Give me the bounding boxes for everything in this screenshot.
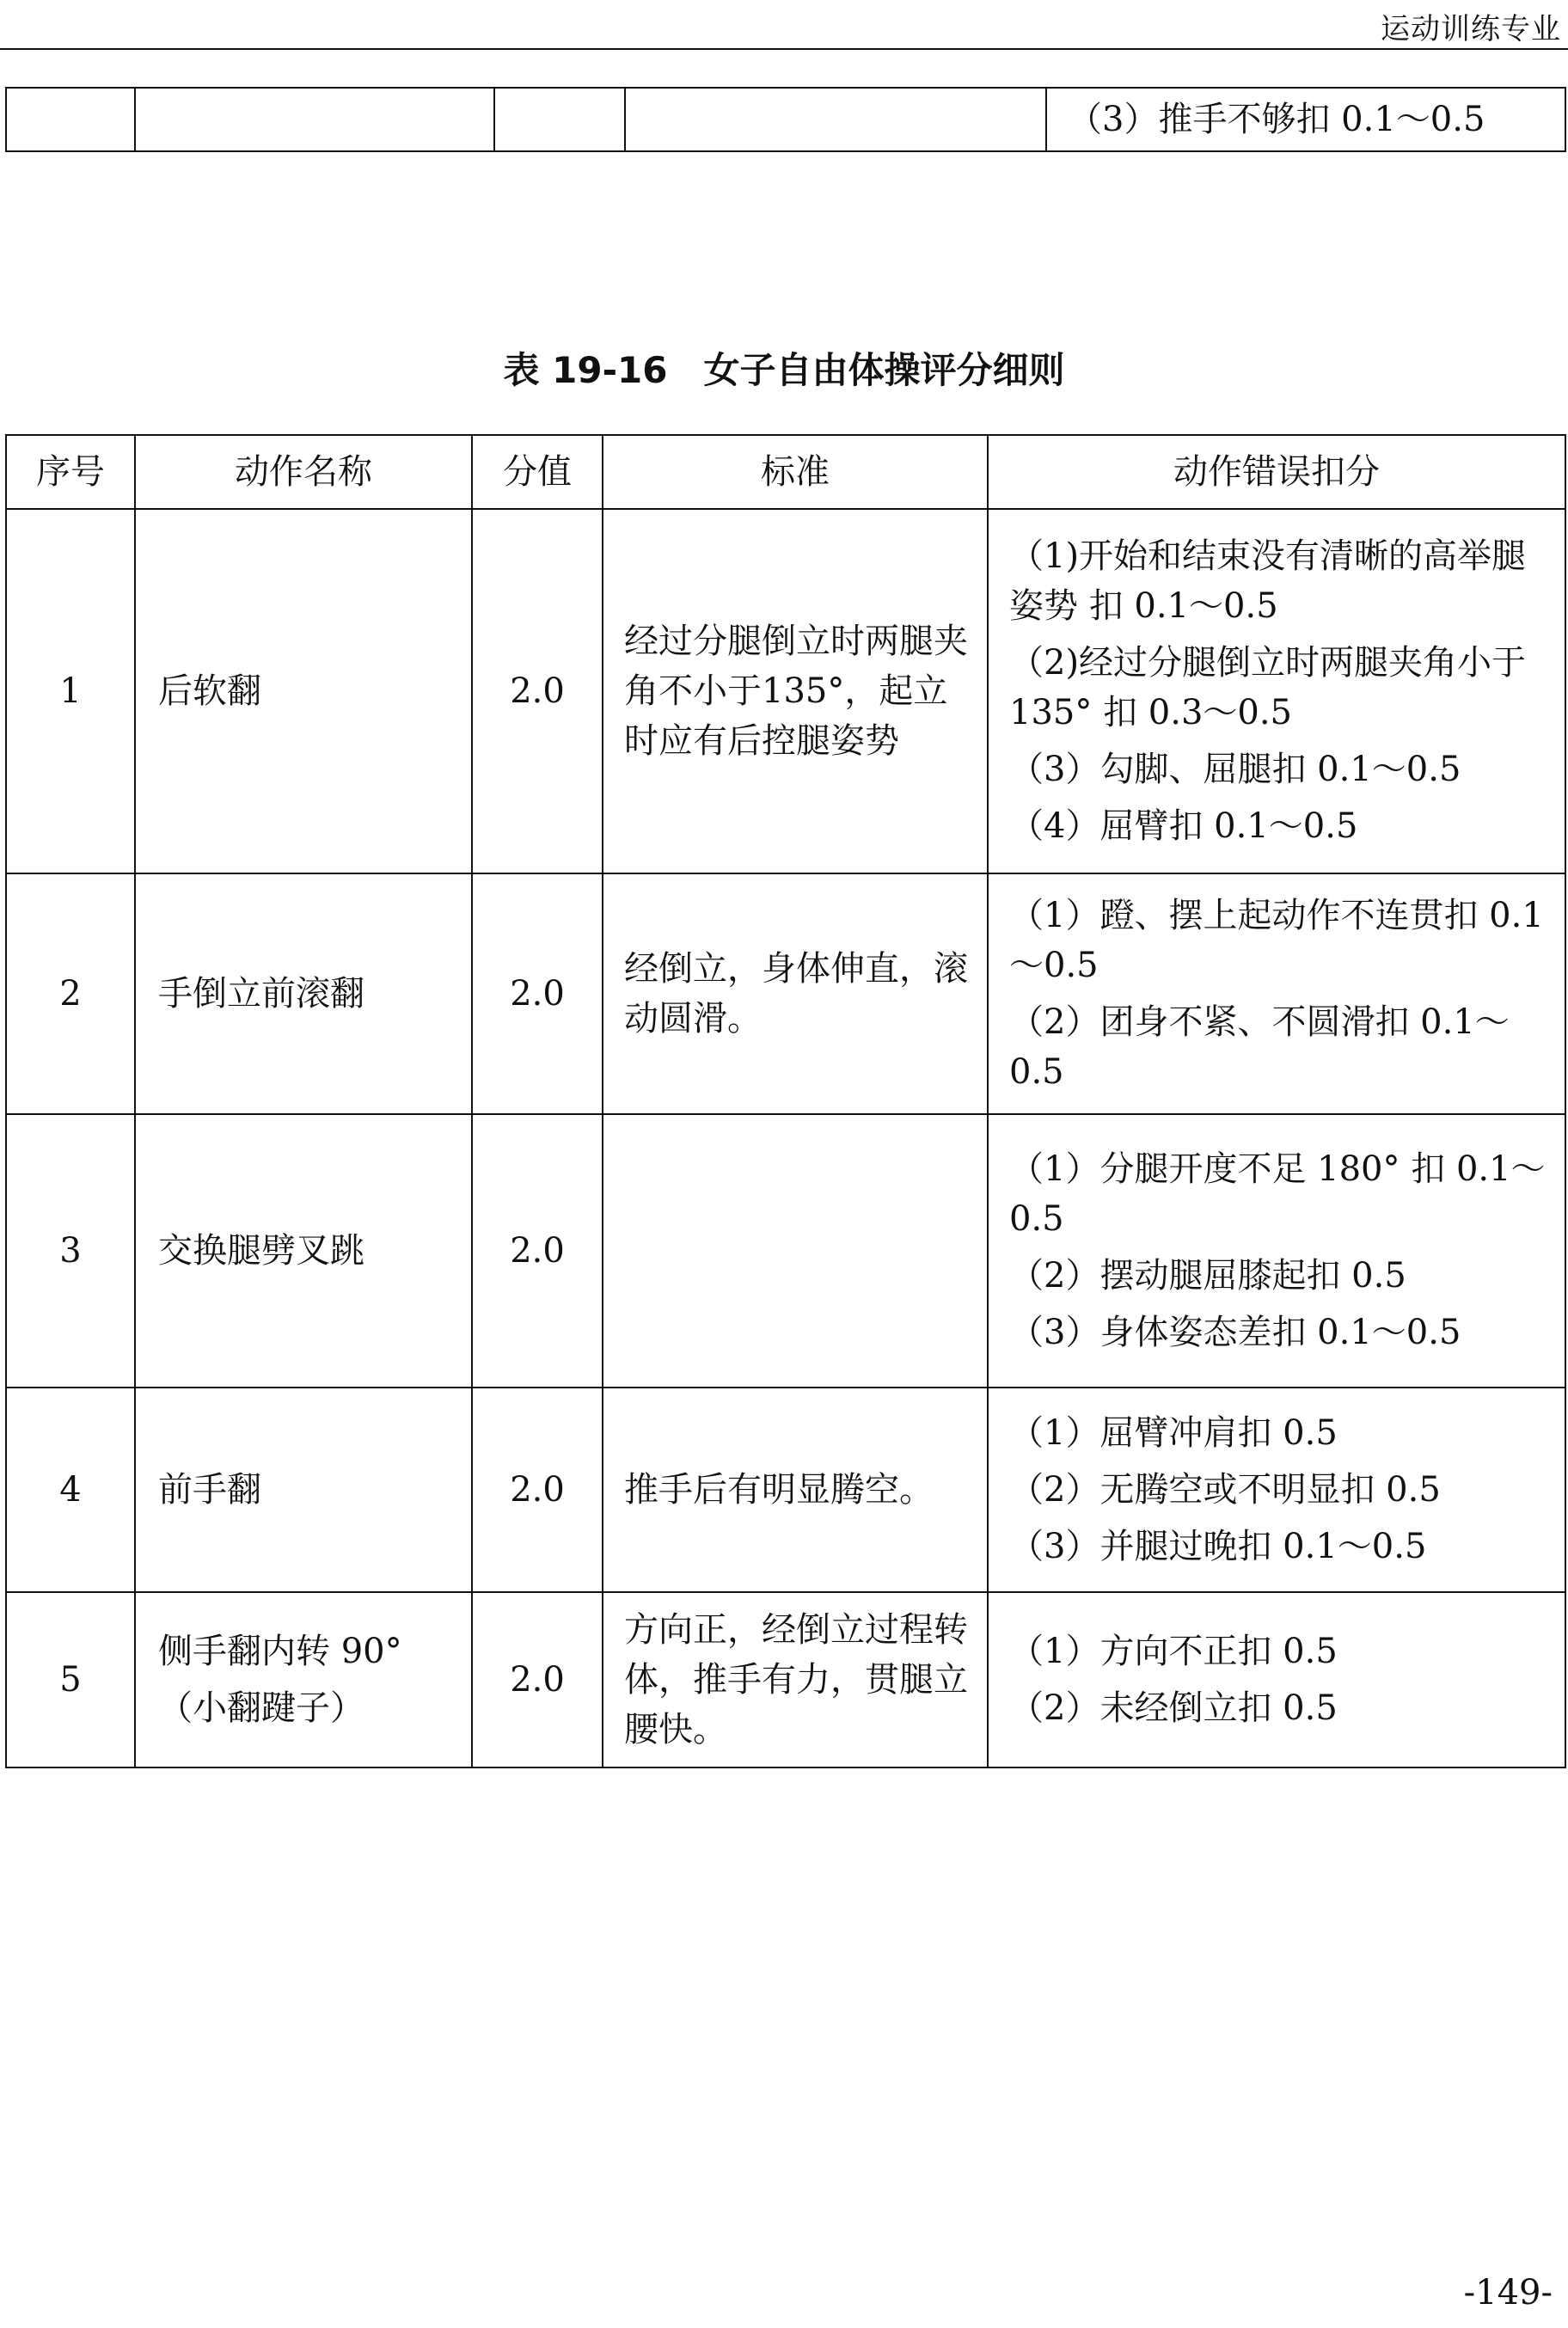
standard-text — [603, 1114, 988, 1388]
action-name: 手倒立前滚翻 — [135, 873, 472, 1114]
continued-table — [5, 87, 1566, 152]
row-number: 3 — [6, 1114, 135, 1388]
page-number: -149- — [1463, 2273, 1553, 2313]
deduction-line: （2）团身不紧、不圆滑扣 0.1～0.5 — [1009, 1002, 1510, 1092]
table-title: 表 19-16 女子自由体操评分细则 — [503, 349, 1065, 391]
table-header-row — [6, 435, 1565, 509]
deduction-cell — [988, 1388, 1565, 1592]
table-row — [6, 1592, 1565, 1767]
deduction-line: （1）分腿开度不足 180° 扣 0.1～0.5 — [1009, 1149, 1546, 1239]
column-header-standard: 标准 — [603, 435, 988, 509]
deduction-line: （1）方向不正扣 0.5 — [1009, 1632, 1338, 1671]
column-header-deduction: 动作错误扣分 — [988, 435, 1565, 509]
deduction-cell — [988, 873, 1565, 1114]
row-number: 1 — [6, 509, 135, 873]
score-value: 2.0 — [472, 509, 603, 873]
deduction-line: （4）屈臂扣 0.1～0.5 — [1009, 806, 1358, 846]
score-value: 2.0 — [472, 873, 603, 1114]
action-name: 后软翻 — [135, 509, 472, 873]
deduction-line: （1）屈臂冲肩扣 0.5 — [1009, 1413, 1338, 1453]
table-cell — [6, 88, 135, 151]
action-name-line: 侧手翻内转 90° — [158, 1632, 402, 1671]
running-header: 运动训练专业 — [1381, 12, 1561, 46]
scoring-table — [5, 434, 1566, 1768]
deduction-cell — [988, 1592, 1565, 1767]
table-row — [6, 509, 1565, 873]
table-cell — [135, 88, 494, 151]
table-row — [6, 1388, 1565, 1592]
deduction-line: （1）蹬、摆上起动作不连贯扣 0.1～0.5 — [1009, 896, 1544, 985]
standard-text: 推手后有明显腾空。 — [603, 1388, 988, 1592]
table-cell — [494, 88, 625, 151]
table-row — [6, 873, 1565, 1114]
row-number: 2 — [6, 873, 135, 1114]
table-cell — [625, 88, 1046, 151]
column-header-score: 分值 — [472, 435, 603, 509]
table-row — [6, 88, 1565, 151]
deduction-line: （3）推手不够扣 0.1～0.5 — [1068, 100, 1485, 139]
deduction-line: （2）未经倒立扣 0.5 — [1009, 1688, 1338, 1728]
deduction-line: （2）无腾空或不明显扣 0.5 — [1009, 1470, 1441, 1510]
deduction-line: （3）勾脚、屈腿扣 0.1～0.5 — [1009, 750, 1461, 789]
standard-text: 经倒立，身体伸直，滚动圆滑。 — [603, 873, 988, 1114]
header-rule — [0, 48, 1568, 50]
action-name-line: （小翻踺子） — [158, 1688, 364, 1728]
deduction-line: （3）并腿过晚扣 0.1～0.5 — [1009, 1527, 1427, 1566]
deduction-line: （2)经过分腿倒立时两腿夹角小于 135° 扣 0.3～0.5 — [1009, 643, 1527, 732]
deduction-line: （2）摆动腿屈膝起扣 0.5 — [1009, 1256, 1406, 1296]
score-value: 2.0 — [472, 1592, 603, 1767]
score-value: 2.0 — [472, 1388, 603, 1592]
action-name: 前手翻 — [135, 1388, 472, 1592]
score-value: 2.0 — [472, 1114, 603, 1388]
column-header-number: 序号 — [6, 435, 135, 509]
row-number: 4 — [6, 1388, 135, 1592]
row-number: 5 — [6, 1592, 135, 1767]
standard-text: 经过分腿倒立时两腿夹角不小于135°，起立时应有后控腿姿势 — [603, 509, 988, 873]
action-name — [135, 1592, 472, 1767]
standard-text: 方向正，经倒立过程转体，推手有力，贯腿立腰快。 — [603, 1592, 988, 1767]
table-cell — [1046, 88, 1565, 151]
deduction-cell — [988, 509, 1565, 873]
deduction-line: （3）身体姿态差扣 0.1～0.5 — [1009, 1313, 1461, 1352]
table-row — [6, 1114, 1565, 1388]
deduction-line: （1)开始和结束没有清晰的高举腿姿势 扣 0.1～0.5 — [1009, 536, 1527, 626]
column-header-name: 动作名称 — [135, 435, 472, 509]
action-name: 交换腿劈叉跳 — [135, 1114, 472, 1388]
deduction-cell — [988, 1114, 1565, 1388]
